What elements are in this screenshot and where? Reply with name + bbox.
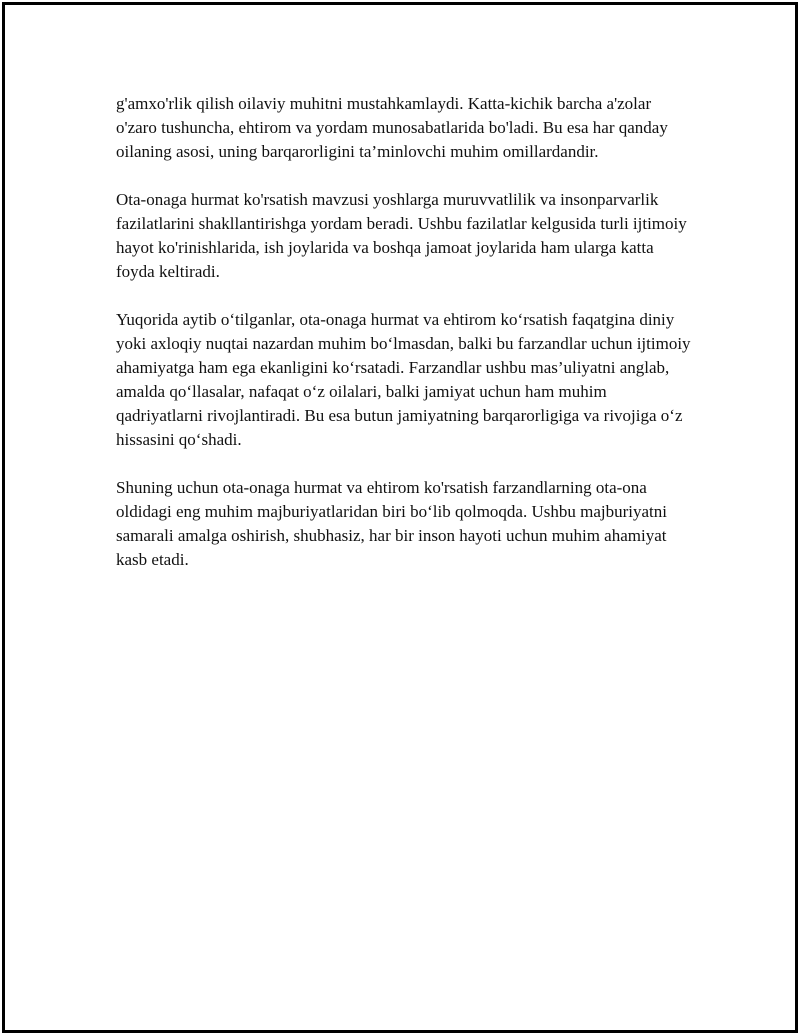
- paragraph-4: Shuning uchun ota-onaga hurmat va ehtirom ko'rsatish farzandlarning ota-ona oldidagi eng muhim majburiyatlaridan biri bo‘lib qolmoqda. Ushbu majburiyatni samarali amalga oshirish, shubhasiz, har bir inson hayoti uchun muhim ahamiyat kasb etadi.: [116, 478, 667, 569]
- paragraph-3: Yuqorida aytib o‘tilganlar, ota-onaga hurmat va ehtirom ko‘rsatish faqatgina diniy yoki axloqiy nuqtai nazardan muhim bo‘lmasdan, balki bu farzandlar uchun ijtimoiy ahamiyatga ham ega ekanligini ko‘rsatadi. Farzandlar ushbu mas’uliyatni anglab, amalda qo‘llasalar, nafaqat o‘z oilalari, balki jamiyat uchun ham muhim qadriyatlarni rivojlantiradi. Bu esa butun jamiyatning barqarorligiga va rivojiga o‘z hissasini qo‘shadi.: [116, 310, 691, 449]
- document-body: [116, 92, 696, 596]
- paragraph-2: Ota-onaga hurmat ko'rsatish mavzusi yoshlarga muruvvatlilik va insonparvarlik fazilatlarini shakllantirishga yordam beradi. Ushbu fazilatlar kelgusida turli ijtimoiy hayot ko'rinishlarida, ish joylarida va boshqa jamoat joylarida ham ularga katta foyda keltiradi.: [116, 190, 687, 281]
- paragraph-1: g'amxo'rlik qilish oilaviy muhitni mustahkamlaydi. Katta-kichik barcha a'zolar o'zaro tushuncha, ehtirom va yordam munosabatlarida bo'ladi. Bu esa har qanday oilaning asosi, uning barqarorligini ta’minlovchi muhim omillardandir.: [116, 94, 668, 161]
